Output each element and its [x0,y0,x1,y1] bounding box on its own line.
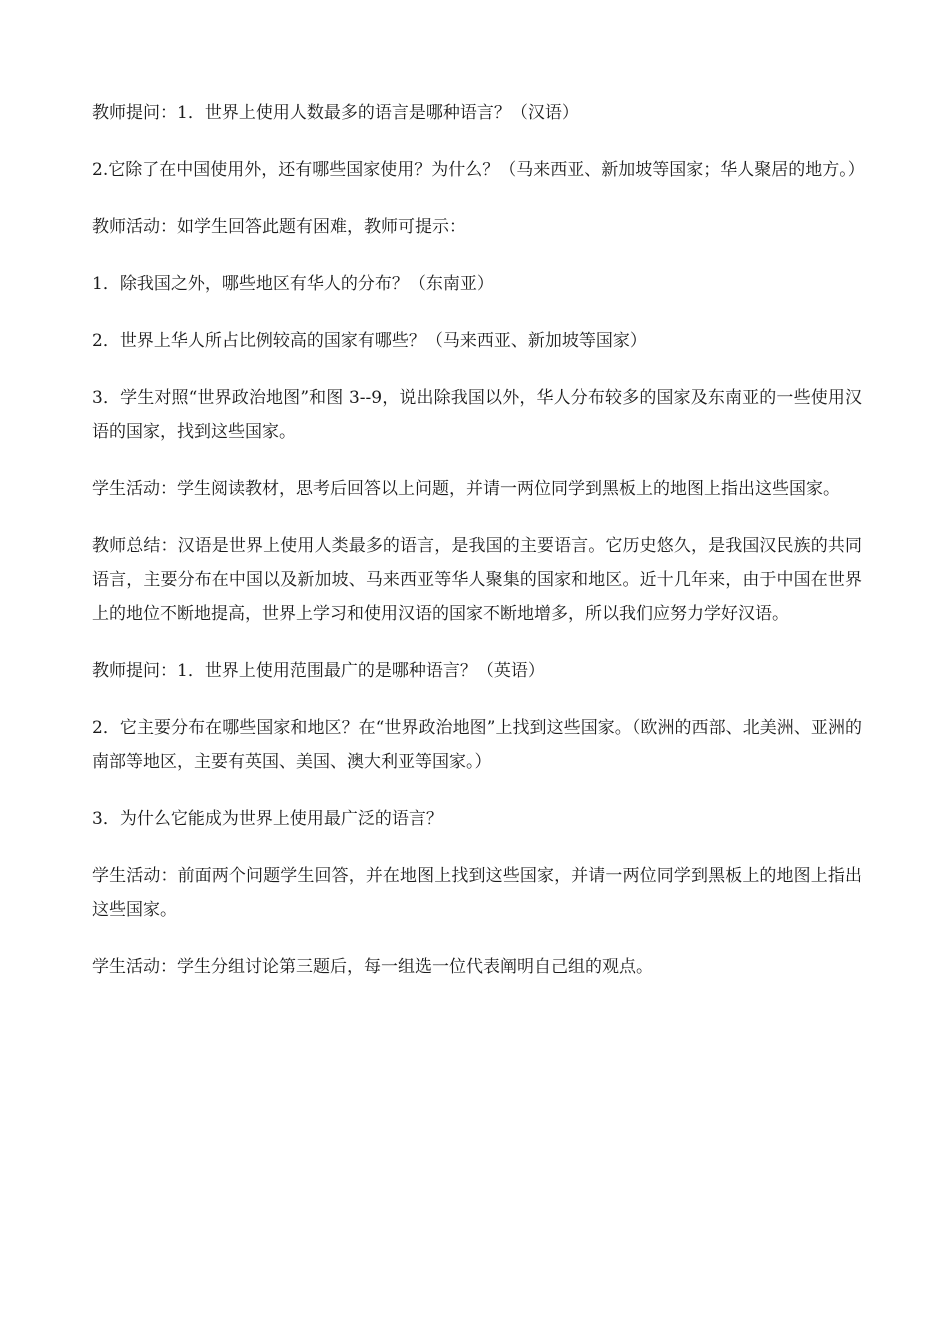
document-body [92,96,865,1007]
paragraph-hint-3: 3．学生对照“世界政治地图”和图 3--9，说出除我国以外，华人分布较多的国家及东南亚的一些使用汉语的国家，找到这些国家。 [92,388,862,442]
paragraph-student-activity-1: 学生活动：学生阅读教材，思考后回答以上问题，并请一两位同学到黑板上的地图上指出这些国家。 [92,479,840,499]
paragraph-hint-2: 2．世界上华人所占比例较高的国家有哪些？（马来西亚、新加坡等国家） [92,331,647,351]
paragraph-question-2: 2.它除了在中国使用外，还有哪些国家使用？为什么？（马来西亚、新加坡等国家；华人聚居的地方。） [92,160,865,180]
paragraph-english-question-2: 2．它主要分布在哪些国家和地区？在“世界政治地图”上找到这些国家。（欧洲的西部、北美洲、亚洲的南部等地区，主要有英国、美国、澳大利亚等国家。） [92,718,862,772]
paragraph-english-question-3: 3．为什么它能成为世界上使用最广泛的语言？ [92,809,443,829]
paragraph-teacher-question-1: 教师提问：1．世界上使用人数最多的语言是哪种语言？（汉语） [92,103,579,123]
paragraph-teacher-summary: 教师总结：汉语是世界上使用人类最多的语言，是我国的主要语言。它历史悠久，是我国汉民族的共同语言，主要分布在中国以及新加坡、马来西亚等华人聚集的国家和地区。近十几年来，由于中国在世界上的地位不断地提高，世界上学习和使用汉语的国家不断地增多，所以我们应努力学好汉语。 [92,536,862,624]
paragraph-teacher-question-2: 教师提问：1．世界上使用范围最广的是哪种语言？（英语） [92,661,545,681]
paragraph-student-activity-3: 学生活动：学生分组讨论第三题后，每一组选一位代表阐明自己组的观点。 [92,957,653,977]
paragraph-hint-1: 1．除我国之外，哪些地区有华人的分布？（东南亚） [92,274,494,294]
paragraph-student-activity-2: 学生活动：前面两个问题学生回答，并在地图上找到这些国家，并请一两位同学到黑板上的地图上指出这些国家。 [92,866,862,920]
paragraph-teacher-activity: 教师活动：如学生回答此题有困难，教师可提示： [92,217,466,237]
